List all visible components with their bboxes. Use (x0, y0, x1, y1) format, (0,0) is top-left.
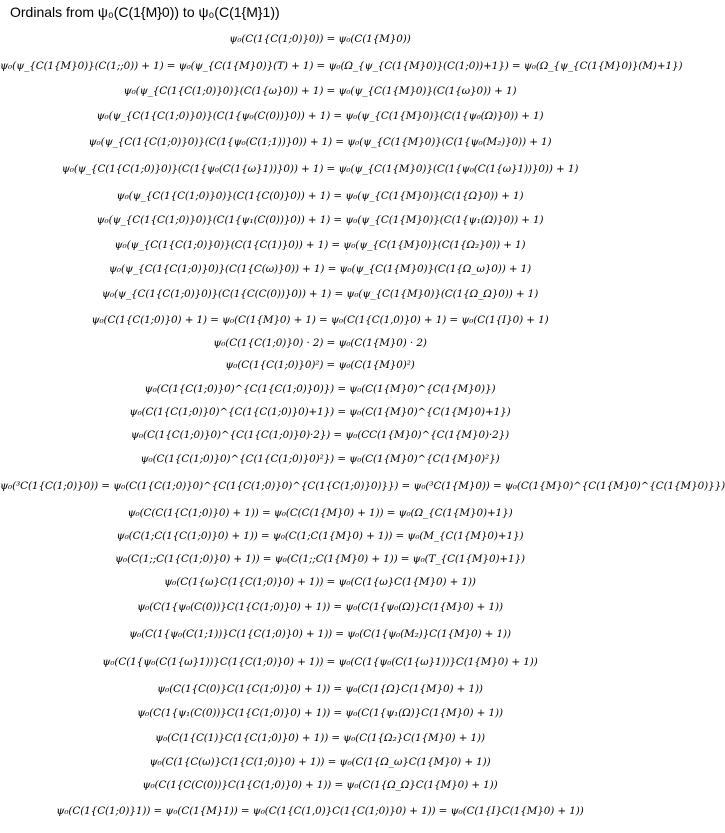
equation-line: ψ₀(C(1{C(1;0)}0)) = ψ₀(C(1{M}0)) (229, 33, 411, 45)
equation-line: ψ₀(C(1;C(1{C(1;0)}0) + 1)) = ψ₀(C(1;C(1{M}0) + 1)) = ψ₀(M_{C(1{M}0)+1}) (116, 530, 524, 542)
equation-line: ψ₀(C(1{C(0)}C(1{C(1;0)}0) + 1)) = ψ₀(C(1{Ω}C(1{M}0) + 1)) (157, 683, 483, 695)
equation-line: ψ₀(C(1{C(C(0))}C(1{C(1;0)}0) + 1)) = ψ₀(C(1{Ω_Ω}C(1{M}0) + 1)) (142, 779, 498, 791)
equation-line: ψ₀(C(1{ω}C(1{C(1;0)}0) + 1)) = ψ₀(C(1{ω}C(1{M}0) + 1)) (164, 576, 476, 588)
equation-line: ψ₀(C(1;;C(1{C(1;0)}0) + 1)) = ψ₀(C(1;;C(1{M}0) + 1)) = ψ₀(T_{C(1{M}0)+1}) (114, 553, 525, 565)
equation-line: ψ₀(C(1{C(1;0)}0)^{C(1{C(1;0)}0)+1}) = ψ₀(C(1{M}0)^{C(1{M}0)+1}) (129, 406, 511, 418)
equation-line: ψ₀(C(1{C(1;0)}1)) = ψ₀(C(1{M}1)) = ψ₀(C(1{C(1,0)}C(1{C(1;0)}0) + 1)) = ψ₀(C(1{I}C(1{M}0) + 1)) (56, 805, 584, 817)
equation-line: ψ₀(ψ_{C(1{C(1;0)}0)}(C(1{C(ω)}0)) + 1) = ψ₀(ψ_{C(1{M}0)}(C(1{Ω_ω}0)) + 1) (108, 263, 532, 275)
equation-line: ψ₀(C(1{ψ₀(C(0))}C(1{C(1;0)}0) + 1)) = ψ₀(C(1{ψ₀(Ω)}C(1{M}0) + 1)) (137, 601, 503, 613)
equation-line: ψ₀(C(1{ψ₀(C(1;1))}C(1{C(1;0)}0) + 1)) = ψ₀(C(1{ψ₀(M₂)}C(1{M}0) + 1)) (129, 628, 511, 640)
page-title: Ordinals from ψ₀(C(1{M}0)) to ψ₀(C(1{M}1)) (10, 4, 280, 20)
equation-line: ψ₀(C(1{ψ₀(C(1{ω}1))}C(1{C(1;0)}0) + 1)) = ψ₀(C(1{ψ₀(C(1{ω}1))}C(1{M}0) + 1)) (102, 656, 538, 668)
equation-line: ψ₀(C(1{C(1;0)}0) · 2) = ψ₀(C(1{M}0) · 2) (213, 337, 427, 349)
equation-line: ψ₀(ψ_{C(1{C(1;0)}0)}(C(1{ψ₀(C(1;1))}0)) + 1) = ψ₀(ψ_{C(1{M}0)}(C(1{ψ₀(M₂)}0)) + 1) (88, 136, 552, 148)
equation-line: ψ₀(C(1{C(1;0)}0)^{C(1{C(1;0)}0)·2}) = ψ₀(CC(1{M}0)^{C(1{M}0)·2}) (130, 429, 510, 441)
equation-line: ψ₀(C(C(1{C(1;0)}0) + 1)) = ψ₀(C(C(1{M}0) + 1)) = ψ₀(Ω_{C(1{M}0)+1}) (127, 507, 513, 519)
equation-line: ψ₀(C(1{C(1)}C(1{C(1;0)}0) + 1)) = ψ₀(C(1{Ω₂}C(1{M}0) + 1)) (155, 732, 485, 744)
equation-line: ψ₀(ψ_{C(1{C(1;0)}0)}(C(1{ψ₁(C(0))}0)) + 1) = ψ₀(ψ_{C(1{M}0)}(C(1{ψ₁(Ω)}0)) + 1) (96, 214, 544, 226)
equation-line: ψ₀(C(1{C(1;0)}0) + 1) = ψ₀(C(1{M}0) + 1) = ψ₀(C(1{C(1,0)}0) + 1) = ψ₀(C(1{I}0) + 1) (91, 314, 549, 326)
equation-line: ψ₀(ψ_{C(1{C(1;0)}0)}(C(1{C(C(0))}0)) + 1) = ψ₀(ψ_{C(1{M}0)}(C(1{Ω_Ω}0)) + 1) (101, 288, 539, 300)
equation-line: ψ₀(ψ_{C(1{C(1;0)}0)}(C(1{C(1)}0)) + 1) = ψ₀(ψ_{C(1{M}0)}(C(1{Ω₂}0)) + 1) (114, 239, 526, 251)
equation-line: ψ₀(C(1{C(1;0)}0)^{C(1{C(1;0)}0)²}) = ψ₀(C(1{M}0)^{C(1{M}0)²}) (140, 453, 500, 465)
equation-line: ψ₀(ψ_{C(1{C(1;0)}0)}(C(1{C(0)}0)) + 1) = ψ₀(ψ_{C(1{M}0)}(C(1{Ω}0)) + 1) (116, 190, 524, 202)
equation-line: ψ₀(C(1{C(1;0)}0)²) = ψ₀(C(1{M}0)²) (225, 359, 415, 371)
equation-line: ψ₀(ψ_{C(1{C(1;0)}0)}(C(1{ψ₀(C(1{ω}1))}0)) + 1) = ψ₀(ψ_{C(1{M}0)}(C(1{ψ₀(C(1{ω}1))}0)) + 1) (61, 163, 579, 175)
equation-line: ψ₀(C(1{C(ω)}C(1{C(1;0)}0) + 1)) = ψ₀(C(1{Ω_ω}C(1{M}0) + 1)) (149, 756, 491, 768)
equation-line: ψ₀(ψ_{C(1{M}0)}(C(1;;0)) + 1) = ψ₀(ψ_{C(1{M}0)}(T) + 1) = ψ₀(Ω_{ψ_{C(1{M}0)}(C(1;0))+1}) = ψ₀(Ω_{ψ_{C(1{M}0)}(M)+1}) (0, 60, 683, 72)
equation-line: ψ₀(C(1{C(1;0)}0)^{C(1{C(1;0)}0)}) = ψ₀(C(1{M}0)^{C(1{M}0)}) (144, 383, 496, 395)
equation-line: ψ₀(³C(1{C(1;0)}0)) = ψ₀(C(1{C(1;0)}0)^{C(1{C(1;0)}0)^{C(1{C(1;0)}0)}}) = ψ₀(³C(1{M}0)) = ψ₀(C(1{M}0)^{C(1{M}0)^{C(1{M}0)}}) (0, 480, 725, 492)
equation-line: ψ₀(C(1{ψ₁(C(0))}C(1{C(1;0)}0) + 1)) = ψ₀(C(1{ψ₁(Ω)}C(1{M}0) + 1)) (137, 707, 503, 719)
equation-line: ψ₀(ψ_{C(1{C(1;0)}0)}(C(1{ψ₀(C(0))}0)) + 1) = ψ₀(ψ_{C(1{M}0)}(C(1{ψ₀(Ω)}0)) + 1) (96, 110, 544, 122)
equation-line: ψ₀(ψ_{C(1{C(1;0)}0)}(C(1{ω}0)) + 1) = ψ₀(ψ_{C(1{M}0)}(C(1{ω}0)) + 1) (123, 85, 517, 97)
